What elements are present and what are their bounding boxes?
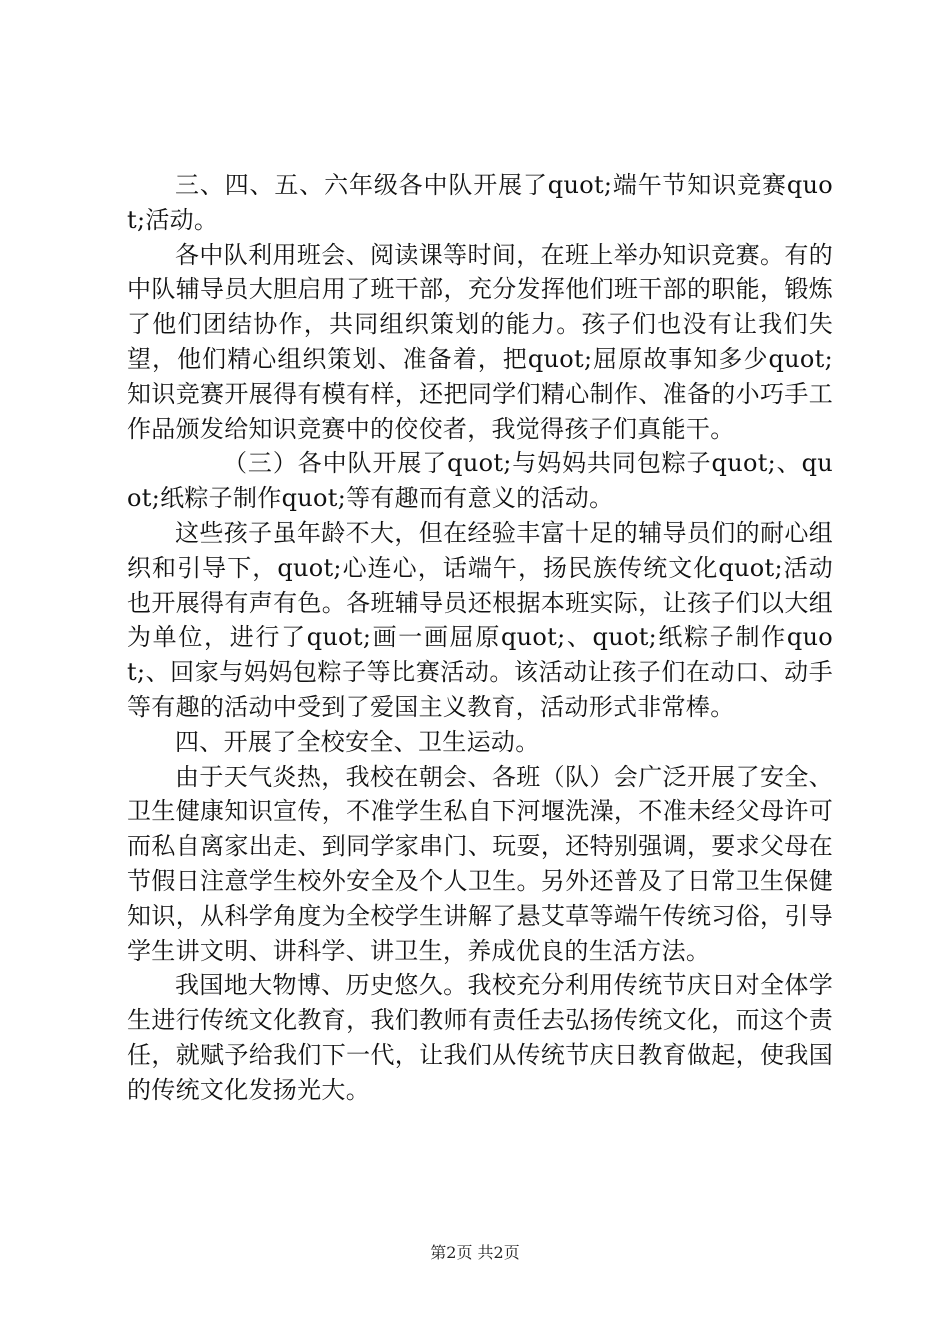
paragraph-4: 这些孩子虽年龄不大，但在经验丰富十足的辅导员们的耐心组织和引导下，quot;心连心，话端午，扬民族传统文化quot;活动也开展得有声有色。各班辅导员还根据本班实际，让孩子们以大组为单位，进行了quot;画一画屈原quot;、quot;纸粽子制作quot;、回家与妈妈包粽子等比赛活动。该活动让孩子们在动口、动手等有趣的活动中受到了爱国主义教育，活动形式非常棒。 [127, 518, 833, 721]
paragraph-7: 我国地大物博、历史悠久。我校充分利用传统节庆日对全体学生进行传统文化教育，我们教师有责任去弘扬传统文化，而这个责任，就赋予给我们下一代，让我们从传统节庆日教育做起，使我国的传统文化发扬光大。 [127, 971, 833, 1104]
paragraph-6: 由于天气炎热，我校在朝会、各班（队）会广泛开展了安全、卫生健康知识宣传，不准学生私自下河堰洗澡，不准未经父母许可而私自离家出走、到同学家串门、玩耍，还特别强调，要求父母在节假日注意学生校外安全及个人卫生。另外还普及了日常卫生保健知识，从科学角度为全校学生讲解了悬艾草等端午传统习俗，引导学生讲文明、讲科学、讲卫生，养成优良的生活方法。 [127, 762, 833, 965]
paragraph-3: （三）各中队开展了quot;与妈妈共同包粽子quot;、quot;纸粽子制作quot;等有趣而有意义的活动。 [127, 449, 833, 513]
paragraph-2: 各中队利用班会、阅读课等时间，在班上举办知识竞赛。有的中队辅导员大胆启用了班干部，充分发挥他们班干部的职能，锻炼了他们团结协作，共同组织策划的能力。孩子们也没有让我们失望，他们精心组织策划、准备着，把quot;屈原故事知多少quot;知识竞赛开展得有模有样，还把同学们精心制作、准备的小巧手工作品颁发给知识竞赛中的佼佼者，我觉得孩子们真能干。 [127, 240, 833, 443]
paragraph-1: 三、四、五、六年级各中队开展了quot;端午节知识竞赛quot;活动。 [127, 171, 833, 234]
page-footer: 第2页 共2页 [430, 1243, 520, 1262]
paragraph-5: 四、开展了全校安全、卫生运动。 [175, 727, 540, 756]
document-body [127, 168, 833, 1108]
